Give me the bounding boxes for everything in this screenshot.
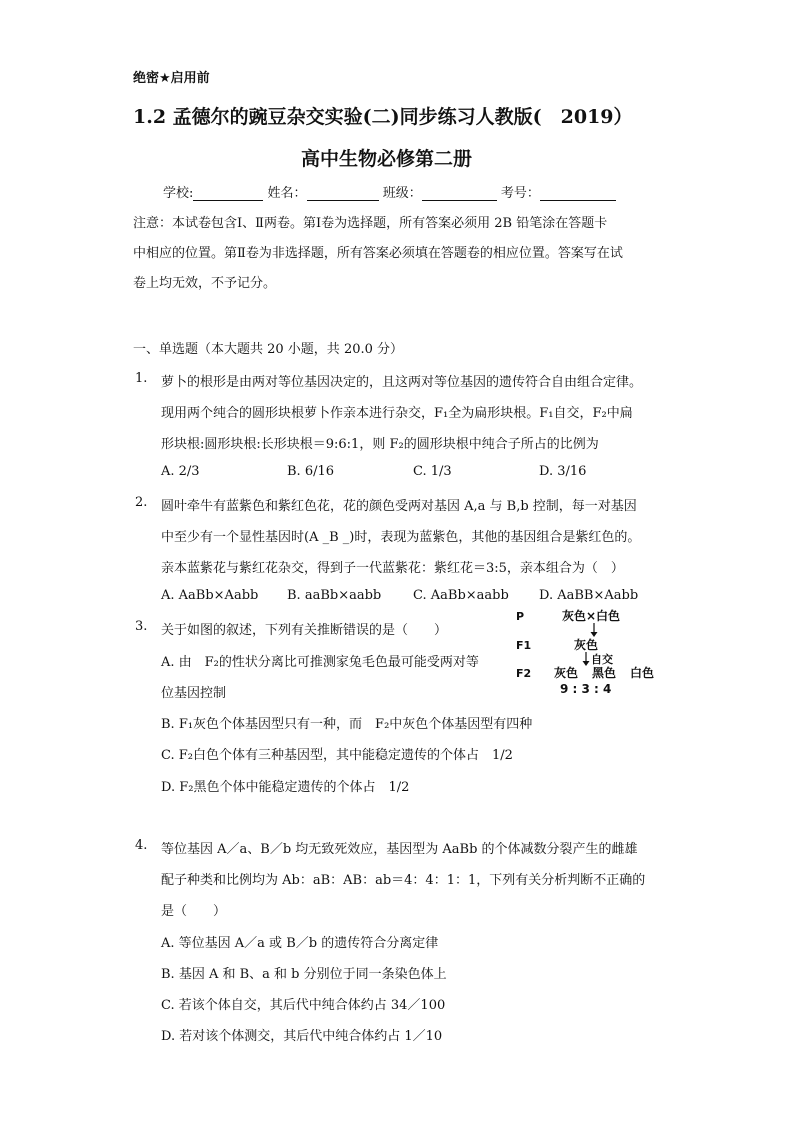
option-b[interactable]: B. F₁灰色个体基因型只有一种，而 F₂中灰色个体基因型有四种 — [161, 717, 533, 732]
title-line-2: 高中生物必修第二册 — [301, 148, 473, 170]
number-label: 考号： — [500, 186, 540, 201]
genetic-cross-figure — [514, 607, 664, 699]
option-c[interactable]: C. F₂白色个体有三种基因型，其中能稳定遗传的个体占 1/2 — [161, 748, 513, 763]
info-row — [163, 182, 616, 201]
number-blank — [540, 186, 616, 201]
option-b[interactable]: B. 基因 A 和 B、a 和 b 分别位于同一条染色体上 — [161, 967, 447, 982]
arrow-head-icon — [591, 632, 598, 637]
f2-phenotype: 黑色 — [592, 666, 617, 680]
question-text: 萝卜的根形是由两对等位基因决定的，且这两对等位基因的遗传符合自由组合定律。 — [161, 375, 643, 390]
school-label: 学校: — [163, 186, 194, 201]
option-b[interactable]: B. aaBb×aabb — [287, 588, 382, 603]
question-text: 圆叶牵牛有蓝紫色和紫红色花，花的颜色受两对基因 A,a 与 B,b 控制，每一对基因 — [161, 499, 637, 514]
title-line-1: 1.2 孟德尔的豌豆杂交实验(二)同步练习人教版( 2019） — [133, 106, 633, 128]
option-a[interactable]: A. 等位基因 A／a 或 B／b 的遗传符合分离定律 — [161, 936, 439, 951]
f2-label: F2 — [516, 667, 532, 680]
option-b[interactable]: B. 6/16 — [287, 464, 335, 479]
question-number: 4. — [135, 838, 148, 853]
question-text: 配子种类和比例均为 Ab：aB：AB：ab＝4：4：1：1，下列有关分析判断不正确的 — [161, 873, 646, 888]
question-number: 3. — [135, 619, 148, 634]
option-d[interactable]: D. 3/16 — [539, 464, 587, 479]
f1-value: 灰色 — [574, 638, 599, 652]
notice-line: 卷上均无效，不予记分。 — [133, 276, 277, 291]
p-cross: 灰色×白色 — [562, 609, 621, 623]
question-number: 2. — [135, 495, 148, 510]
question-text: 形块根:圆形块根:长形块根＝9:6:1，则 F₂的圆形块根中纯合子所占的比例为 — [161, 437, 599, 452]
question-text: 等位基因 A／a、B／b 均无致死效应，基因型为 AaBb 的个体减数分裂产生的雌雄 — [161, 842, 638, 857]
question-text: 中至少有一个显性基因时(A _B _)时，表现为蓝紫色，其他的基因组合是紫红色的。 — [161, 530, 641, 545]
secret-label: 绝密★启用前 — [133, 71, 210, 86]
f2-ratio: 9 : 3 : 4 — [560, 682, 612, 696]
option-d[interactable]: D. AaBB×Aabb — [539, 588, 639, 603]
p-label: P — [516, 610, 525, 623]
f2-phenotype: 灰色 — [554, 666, 579, 680]
class-blank — [422, 186, 497, 201]
option-a[interactable]: A. 由 F₂的性状分离比可推测家兔毛色最可能受两对等 — [161, 655, 479, 670]
selfing-label: 自交 — [591, 653, 613, 666]
option-c[interactable]: C. 若该个体自交，其后代中纯合体约占 34／100 — [161, 998, 446, 1013]
option-d[interactable]: D. F₂黑色个体中能稳定遗传的个体占 1/2 — [161, 780, 410, 795]
f2-phenotype: 白色 — [630, 666, 655, 680]
question-text: 现用两个纯合的圆形块根萝卜作亲本进行杂交，F₁全为扁形块根。F₁自交，F₂中扁 — [161, 406, 633, 421]
f1-label: F1 — [516, 639, 532, 652]
school-blank — [193, 186, 263, 201]
option-c[interactable]: C. 1/3 — [413, 464, 452, 479]
notice-line: 中相应的位置。第Ⅱ卷为非选择题，所有答案必须填在答题卷的相应位置。答案写在试 — [133, 246, 623, 261]
section-title: 一、单选题（本大题共 20 小题，共 20.0 分） — [133, 342, 404, 357]
question-text: 关于如图的叙述，下列有关推断错误的是（ ） — [161, 623, 448, 638]
name-blank — [307, 186, 379, 201]
class-label: 班级： — [382, 186, 422, 201]
question-number: 1. — [135, 371, 148, 386]
option-c[interactable]: C. AaBb×aabb — [413, 588, 509, 603]
option-d[interactable]: D. 若对该个体测交，其后代中纯合体约占 1／10 — [161, 1029, 443, 1044]
option-a-continued: 位基因控制 — [161, 686, 227, 701]
option-a[interactable]: A. 2/3 — [161, 464, 200, 479]
option-a[interactable]: A. AaBb×Aabb — [161, 588, 259, 603]
question-text: 是（ ） — [161, 904, 227, 919]
question-text: 亲本蓝紫花与紫红花杂交，得到子一代蓝紫花：紫红花＝3:5，亲本组合为（ ） — [161, 561, 624, 576]
notice-line: 注意：本试卷包含Ⅰ、Ⅱ两卷。第Ⅰ卷为选择题，所有答案必须用 2B 铅笔涂在答题卡 — [133, 216, 608, 231]
name-label: 姓名： — [267, 186, 307, 201]
arrow-head-icon — [583, 661, 590, 666]
